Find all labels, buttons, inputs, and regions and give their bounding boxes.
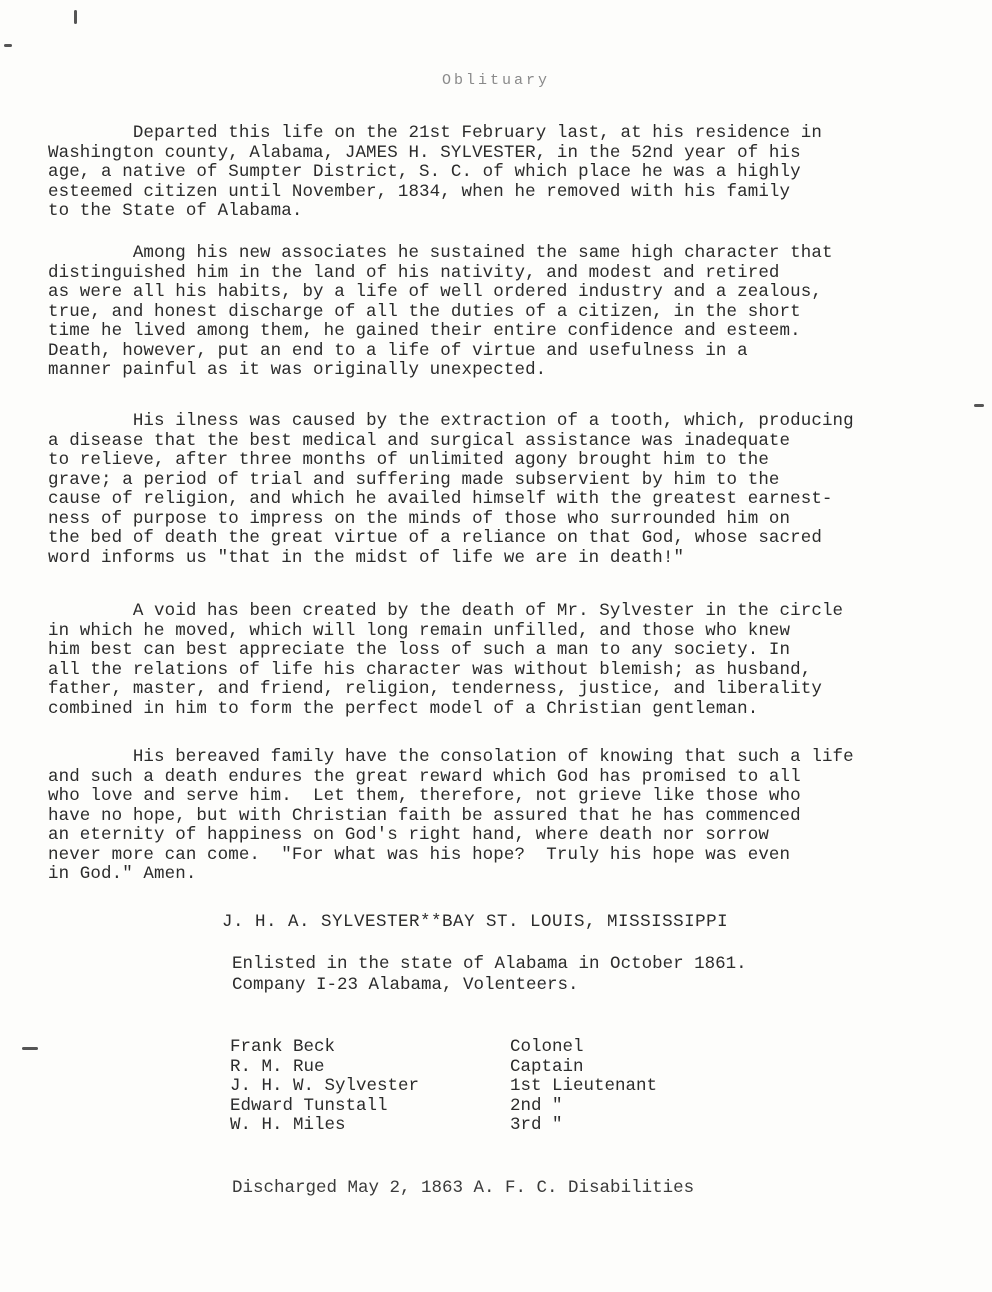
officer-name: W. H. Miles — [230, 1115, 346, 1135]
discharge-note: Discharged May 2, 1863 A. F. C. Disabilities — [232, 1178, 695, 1198]
scan-mark-corner — [4, 44, 12, 47]
obituary-paragraph-1: Departed this life on the 21st February last, at his residence in Washington county, Alabama, JAMES H. SYLVESTER, in the 52nd year of his age, a native of Sumpter District, S. C. of which place he was a highly esteemed citizen until November, 1834, when he removed with his family to the State of Alabama. — [48, 123, 822, 221]
scan-mark-left — [22, 1047, 38, 1050]
scan-mark-right — [974, 404, 984, 407]
enlistment-line-2: Company I-23 Alabama, Volenteers. — [232, 975, 579, 995]
officer-rank: Captain — [510, 1056, 584, 1077]
obituary-paragraph-3: His ilness was caused by the extraction of a tooth, which, producing a disease that the best medical and surgical assistance was inadequate to relieve, after three months of unlimited agony brought him to the grave; a period of trial and suffering made subservient by him to the cause of religion, and which he availed himself with the greatest earnest- ness of purpose to impress on the minds of those who surrounded him on the bed of death the great virtue of a reliance on that God, whose sacred word informs us "that in the midst of life we are in death!" — [48, 411, 854, 568]
document-heading: Oblituary — [441, 72, 550, 89]
officer-name: R. M. Rue — [230, 1056, 325, 1077]
enlistment-line-1: Enlisted in the state of Alabama in October 1861. — [232, 954, 747, 974]
obituary-paragraph-4: A void has been created by the death of Mr. Sylvester in the circle in which he moved, which will long remain unfilled, and those who knew him best can best appreciate the loss of such a man to any society. In all the relations of life his character was without blemish; as husband, father, master, and friend, religion, tenderness, justice, and liberality combined in him to form the perfect model of a Christian gentleman. — [48, 601, 844, 719]
officer-name: J. H. W. Sylvester — [230, 1076, 420, 1096]
obituary-paragraph-5: His bereaved family have the consolation of knowing that such a life and such a death endures the great reward which God has promised to all who love and serve him. Let them, therefore, not grieve like those who have no hope, but with Christian faith be assured that he has commenced an eternity of happiness on God's right hand, where death nor sorrow never more can come. "For what was his hope? Truly his hope was even in God." Amen. — [48, 747, 854, 884]
obituary-paragraph-2: Among his new associates he sustained the same high character that distinguished him in the land of his nativity, and modest and retired as were all his habits, by a life of well ordered industry and a zealous, true, and honest discharge of all the duties of a citizen, in the short time he lived among them, he gained their entire confidence and esteem. Death, however, put an end to a life of virtue and usefulness in a manner painful as it was originally unexpected. — [48, 243, 833, 380]
scan-mark-top-left — [74, 10, 77, 24]
signature-line: J. H. A. SYLVESTER**BAY ST. LOUIS, MISSISSIPPI — [222, 912, 729, 932]
officer-rank: 3rd " — [510, 1115, 563, 1135]
officer-rank: 1st Lieutenant — [510, 1076, 658, 1096]
officer-name: Frank Beck — [230, 1037, 336, 1057]
officer-rank: Colonel — [510, 1037, 584, 1057]
enlistment-block — [232, 954, 747, 996]
officer-name: Edward Tunstall — [230, 1095, 388, 1116]
officer-rank: 2nd " — [510, 1095, 563, 1116]
